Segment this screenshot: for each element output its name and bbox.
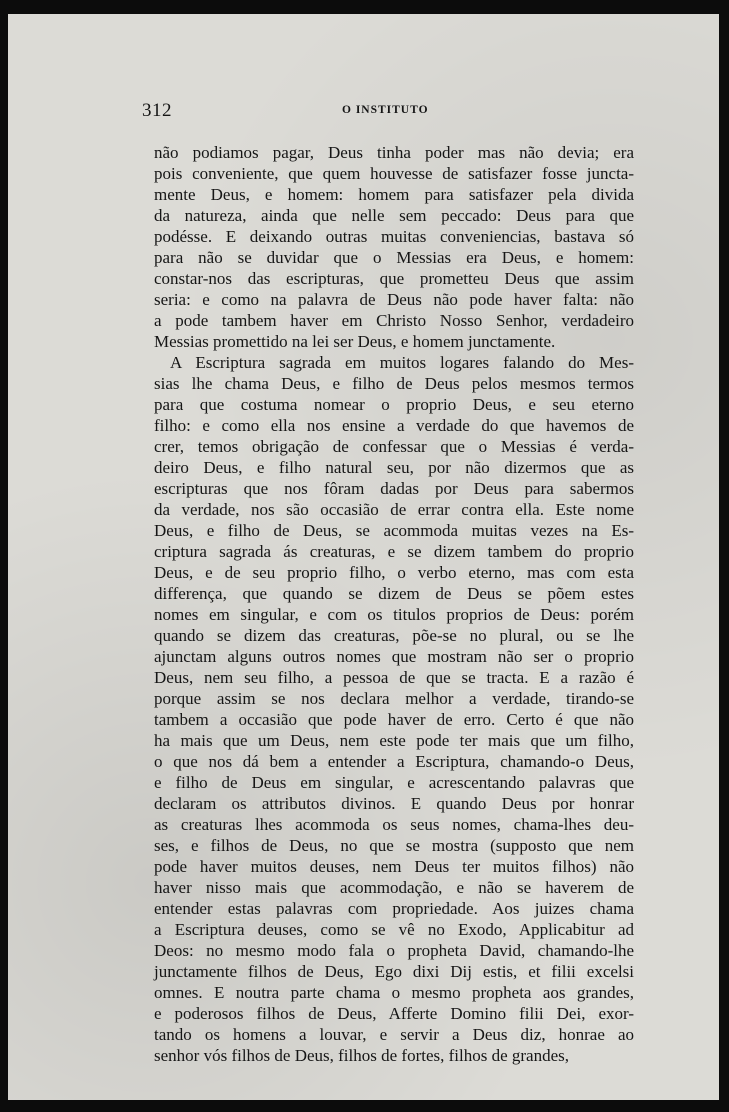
body-text [154, 142, 634, 1066]
text-line: declaram os attributos divinos. E quando Deus por honrar [154, 794, 634, 813]
page-header [142, 100, 622, 122]
text-line: ses, e filhos de Deus, no que se mostra (supposto que nem [154, 836, 634, 855]
text-line: differença, que quando se dizem de Deus se põem estes [154, 584, 634, 603]
text-line: entender estas palavras com propriedade. Aos juizes chama [154, 899, 634, 918]
text-line: pois conveniente, que quem houvesse de satisfazer fosse juncta- [154, 164, 634, 183]
text-line: tando os homens a louvar, e servir a Deus diz, honrae ao [154, 1025, 634, 1044]
text-line: pode haver muitos deuses, nem Deus ter muitos filhos) não [154, 857, 634, 876]
text-line: Deus, e filho de Deus, se acommoda muitas vezes na Es- [154, 521, 634, 540]
text-line: ha mais que um Deus, nem este pode ter mais que um filho, [154, 731, 634, 750]
text-line: da verdade, nos são occasião de errar contra ella. Este nome [154, 500, 634, 519]
text-line: não podiamos pagar, Deus tinha poder mas não devia; era [154, 143, 634, 162]
text-line: a pode tambem haver em Christo Nosso Senhor, verdadeiro [154, 311, 634, 330]
text-line: Deus, nem seu filho, a pessoa de que se tracta. E a razão é [154, 668, 634, 687]
text-line: ajunctam alguns outros nomes que mostram não ser o proprio [154, 647, 634, 666]
text-line: senhor vós filhos de Deus, filhos de fortes, filhos de grandes, [154, 1046, 570, 1065]
text-line: para não se duvidar que o Messias era Deus, e homem: [154, 248, 634, 267]
text-line: sias lhe chama Deus, e filho de Deus pelos mesmos termos [154, 374, 634, 393]
text-line: crer, temos obrigação de confessar que o Messias é verda- [154, 437, 634, 456]
text-line: tambem a occasião que pode haver de erro. Certo é que não [154, 710, 634, 729]
text-line: Messias promettido na lei ser Deus, e homem junctamente. [154, 332, 556, 351]
text-line: para que costuma nomear o proprio Deus, e seu eterno [154, 395, 634, 414]
text-line: omnes. E noutra parte chama o mesmo propheta aos grandes, [154, 983, 634, 1002]
text-line: podésse. E deixando outras muitas conveniencias, bastava só [154, 227, 634, 246]
text-line: A Escriptura sagrada em muitos logares falando do Mes- [170, 353, 634, 372]
text-line: as creaturas lhes acommoda os seus nomes, chama-lhes deu- [154, 815, 634, 834]
text-line: Deos: no mesmo modo fala o propheta David, chamando-lhe [154, 941, 634, 960]
text-line: haver nisso mais que acommodação, e não se haverem de [154, 878, 634, 897]
text-line: constar-nos das escripturas, que prometteu Deus que assim [154, 269, 634, 288]
text-line: junctamente filhos de Deus, Ego dixi Dij estis, et filii excelsi [154, 962, 634, 981]
book-page [8, 14, 719, 1100]
text-line: a Escriptura deuses, como se vê no Exodo, Applicabitur ad [154, 920, 634, 939]
text-line: filho: e como ella nos ensine a verdade do que havemos de [154, 416, 634, 435]
text-line: deiro Deus, e filho natural seu, por não dizermos que as [154, 458, 634, 477]
text-line: o que nos dá bem a entender a Escriptura, chamando-o Deus, [154, 752, 634, 771]
text-line: escripturas que nos fôram dadas por Deus para sabermos [154, 479, 634, 498]
text-line: seria: e como na palavra de Deus não pode haver falta: não [154, 290, 634, 309]
text-line: e filho de Deus em singular, e acrescentando palavras que [154, 773, 634, 792]
text-line: e poderosos filhos de Deus, Afferte Domino filii Dei, exor- [154, 1004, 634, 1023]
text-line: mente Deus, e homem: homem para satisfazer pela divida [154, 185, 634, 204]
text-line: da natureza, ainda que nelle sem peccado: Deus para que [154, 206, 634, 225]
text-line: quando se dizem das creaturas, põe-se no plural, ou se lhe [154, 626, 634, 645]
text-line: Deus, e de seu proprio filho, o verbo eterno, mas com esta [154, 563, 634, 582]
text-line: nomes em singular, e com os titulos proprios de Deus: porém [154, 605, 634, 624]
running-title: O INSTITUTO [342, 104, 429, 116]
page-number: 312 [142, 100, 172, 121]
text-line: criptura sagrada ás creaturas, e se dizem tambem do proprio [154, 542, 634, 561]
text-line: porque assim se nos declara melhor a verdade, tirando-se [154, 689, 634, 708]
